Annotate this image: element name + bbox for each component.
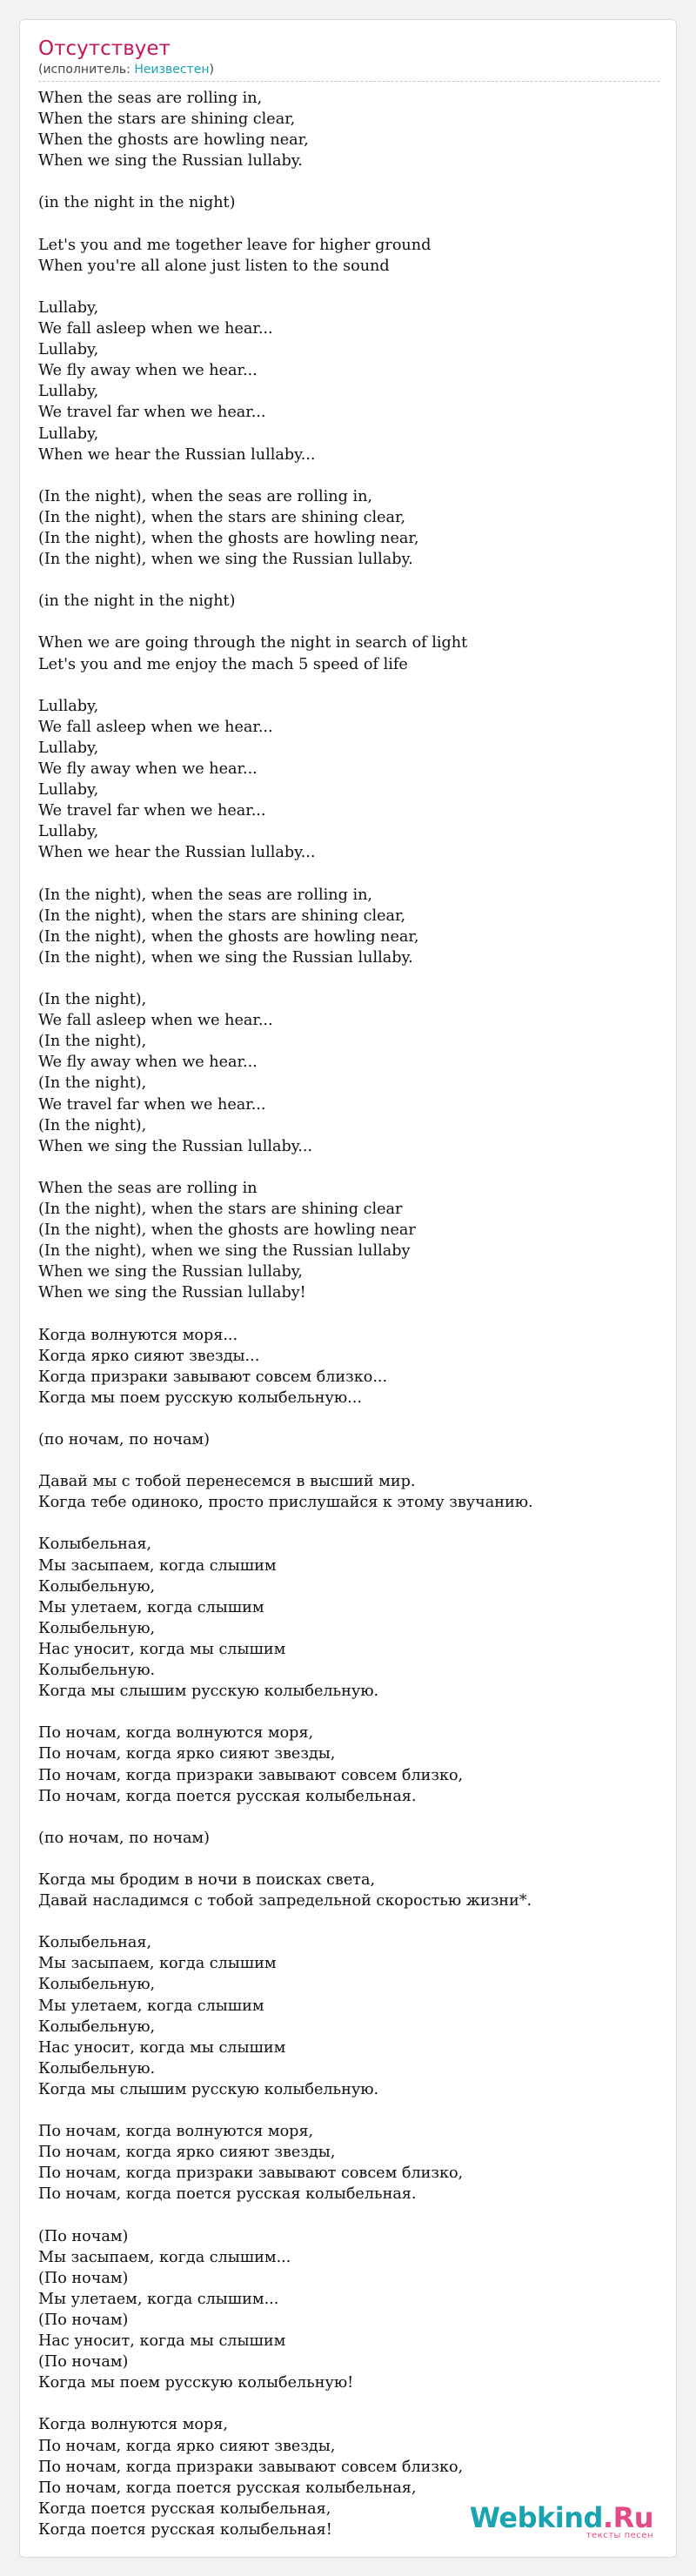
logo-tld: .Ru: [602, 2501, 653, 2534]
artist-line: [38, 62, 659, 77]
artist-suffix: ): [209, 63, 214, 77]
artist-link[interactable]: Неизвестен: [134, 63, 210, 77]
logo-tagline: тексты песен: [586, 2531, 653, 2540]
site-logo[interactable]: [470, 2503, 653, 2541]
song-title: Отсутствует: [38, 37, 171, 60]
logo-main-text: Webkind: [469, 2501, 603, 2534]
lyrics-card: [19, 19, 677, 2558]
song-header: [38, 37, 659, 82]
lyrics-text: When the seas are rolling in, When the stars are shining clear, When the ghosts are howling near, When we sing the Russian lullaby. (in the night in the night) Let's you and me together leave for higher ground When you're all alone just listen to the sound Lullaby, We fall asleep when we hear... Lullaby, We fly away when we hear... Lullaby, We travel far when we hear... Lullaby, When we hear the Russian lullaby... (In the night), when the seas are rolling in, (In the night), when the stars are shining clear, (In the night), when the ghosts are howling near, (In the night), when we sing the Russian lullaby. (in the night in the night) When we are going through the night in search of light Let's you and me enjoy the mach 5 speed of life Lullaby, We fall asleep when we hear... Lullaby, We fly away when we hear... Lullaby, We travel far when we hear... Lullaby, When we hear the Russian lullaby... (In the night), when the seas are rolling in, (In the night), when the stars are shining clear, (In the night), when the ghosts are howling near, (In the night), when we sing the Russian lullaby. (In the night), We fall asleep when we hear... (In the night), We fly away when we hear... (In the night), We travel far when we hear... (In the night), When we sing the Russian lullaby... When the seas are rolling in (In the night), when the stars are shining clear (In the night), when the ghosts are howling near (In the night), when we sing the Russian lullaby When we sing the Russian lullaby, When we sing the Russian lullaby! Когда волнуются моря... Когда ярко сияют звезды... Когда призраки завывают совсем близко... Когда мы поем русскую колыбельную... (по ночам, по ночам) Давай мы с тобой перенесемся в высший мир. Когда тебе одиноко, просто прислушайся к этому звучанию. Колыбельная, Мы засыпаем, когда слышим Колыбельную, Мы улетаем, когда слышим Колыбельную, Нас уносит, когда мы слышим Колыбельную. Когда мы слышим русскую колыбельную. По ночам, когда волнуются моря, По ночам, когда ярко сияют звезды, По ночам, когда призраки завывают совсем близко, По ночам, когда поется русская колыбельная. (по ночам, по ночам) Когда мы бродим в ночи в поисках света, Давай насладимся с тобой запредельной скоростью жизни*. Колыбельная, Мы засыпаем, когда слышим Колыбельную, Мы улетаем, когда слышим Колыбельную, Нас уносит, когда мы слышим Колыбельную. Когда мы слышим русскую колыбельную. По ночам, когда волнуются моря, По ночам, когда ярко сияют звезды, По ночам, когда призраки завывают совсем близко, По ночам, когда поется русская колыбельная. (По ночам) Мы засыпаем, когда слышим... (По ночам) Мы улетаем, когда слышим... (По ночам) Нас уносит, когда мы слышим (По ночам) Когда мы поем русскую колыбельную! Когда волнуются моря, По ночам, когда ярко сияют звезды, По ночам, когда призраки завывают совсем близко, По ночам, когда поется русская колыбельная, Когда поется русская колыбельная, Когда поется русская колыбельная!: [38, 90, 533, 2539]
artist-prefix: (исполнитель:: [38, 63, 135, 77]
logo-wordmark: [470, 2503, 653, 2533]
